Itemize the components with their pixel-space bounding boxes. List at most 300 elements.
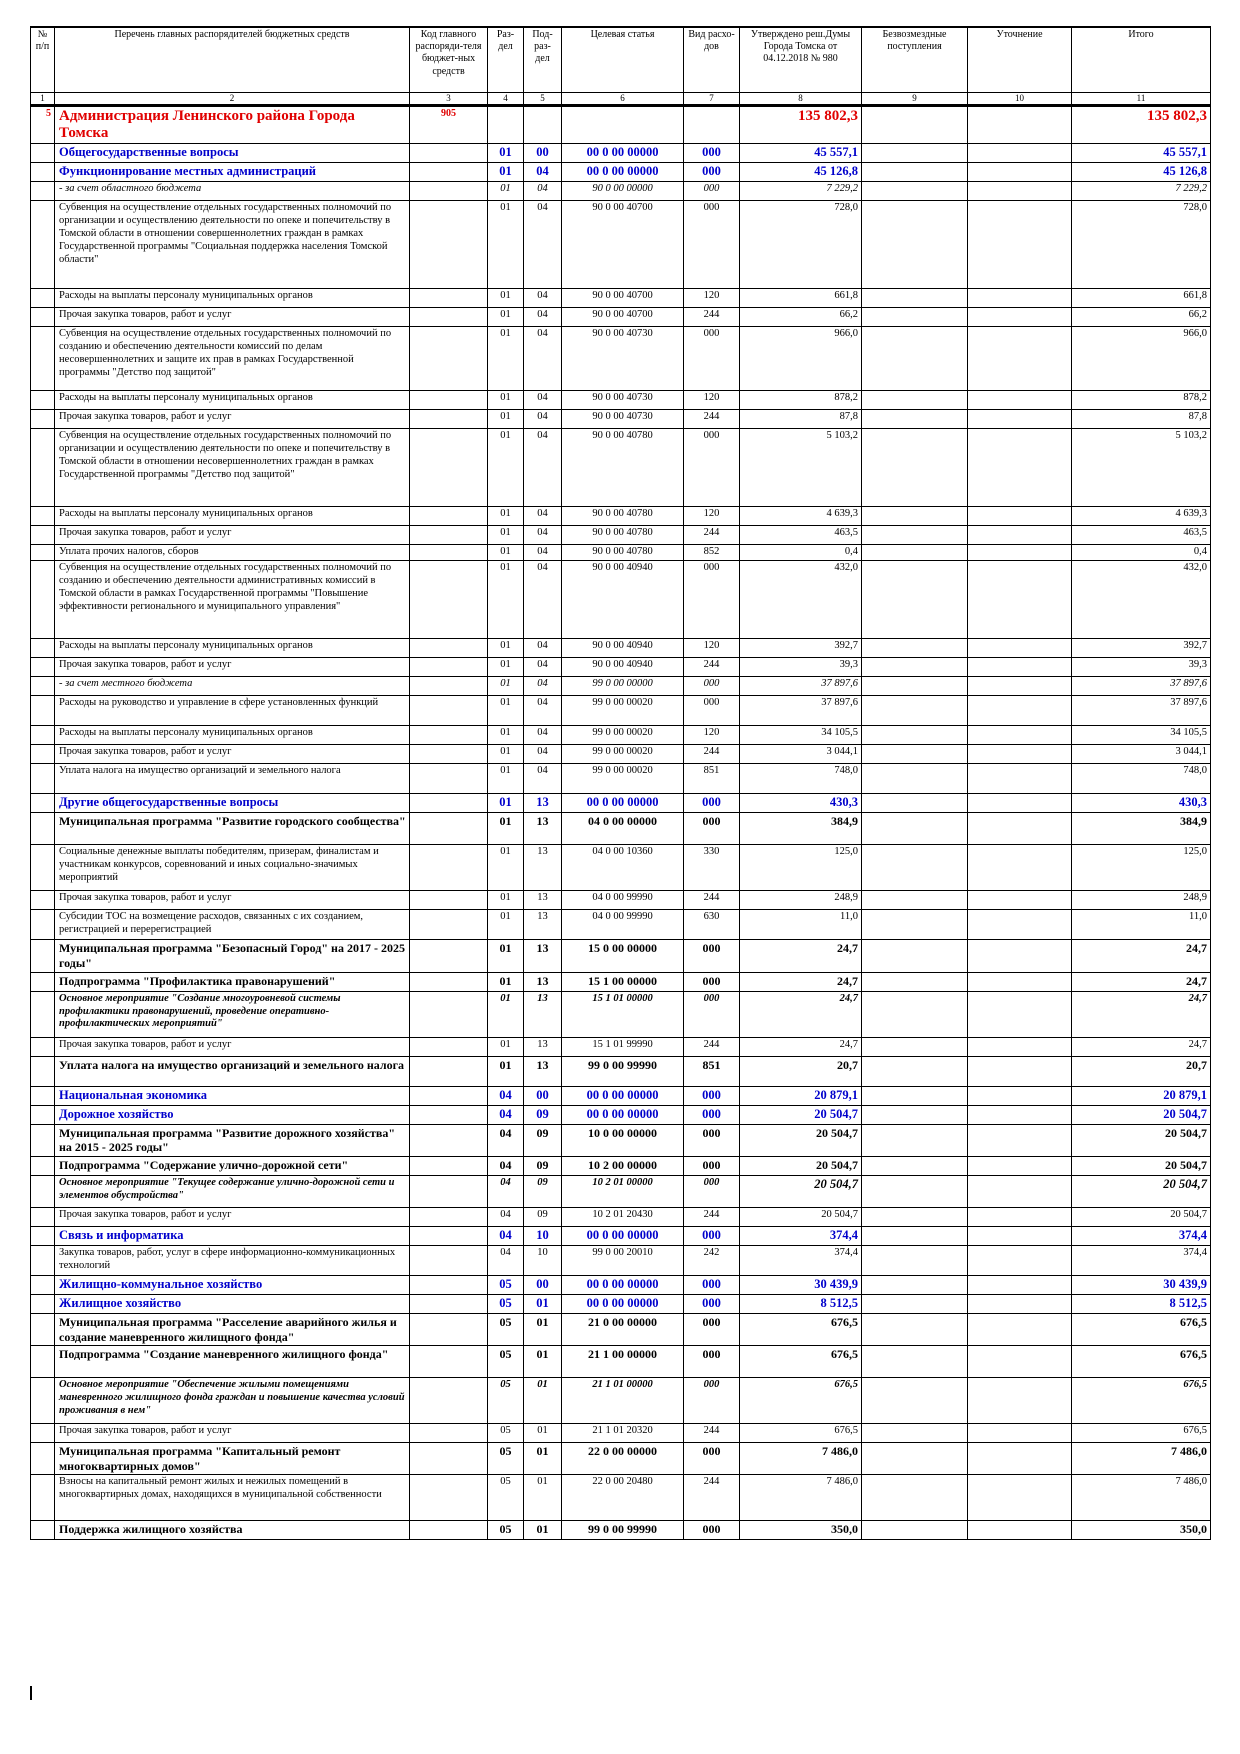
row-vid: 000 [684,1346,740,1378]
row-razdel: 01 [488,745,524,764]
row-vid: 120 [684,507,740,526]
row-gratis [862,1521,968,1540]
row-code [410,658,488,677]
row-gratis [862,308,968,327]
row-podrazdel: 13 [524,972,562,991]
row-total: 966,0 [1072,327,1211,391]
table-row [31,163,1211,182]
row-razdel: 01 [488,163,524,182]
row-podrazdel: 01 [524,1378,562,1424]
row-approved: 125,0 [740,845,862,891]
row-number [31,891,55,910]
row-clarification [968,891,1072,910]
row-number [31,391,55,410]
row-name: Администрация Ленинского района Города Томска [55,105,410,144]
row-total: 37 897,6 [1072,677,1211,696]
row-code [410,639,488,658]
row-podrazdel: 04 [524,327,562,391]
row-vid: 000 [684,429,740,507]
row-razdel: 01 [488,289,524,308]
row-total: 66,2 [1072,308,1211,327]
row-number [31,1378,55,1424]
table-row [31,658,1211,677]
row-number [31,561,55,639]
row-total: 135 802,3 [1072,105,1211,144]
row-podrazdel: 04 [524,182,562,201]
column-number: 4 [488,93,524,106]
table-row [31,639,1211,658]
table-row [31,910,1211,940]
row-name: Прочая закупка товаров, работ и услуг [55,526,410,545]
row-approved: 0,4 [740,545,862,561]
row-podrazdel: 04 [524,507,562,526]
row-total: 878,2 [1072,391,1211,410]
row-approved: 374,4 [740,1245,862,1275]
row-number [31,1124,55,1156]
row-clarification [968,327,1072,391]
row-number [31,1521,55,1540]
table-row [31,991,1211,1037]
row-razdel: 01 [488,429,524,507]
row-vid: 244 [684,1475,740,1521]
row-code [410,1275,488,1294]
row-razdel: 01 [488,658,524,677]
row-number [31,182,55,201]
header-razdel: Раз-дел [488,27,524,93]
row-vid: 244 [684,526,740,545]
row-approved: 8 512,5 [740,1294,862,1313]
row-vid: 244 [684,1207,740,1226]
table-row [31,677,1211,696]
table-row [31,144,1211,163]
row-total: 374,4 [1072,1245,1211,1275]
row-total: 7 486,0 [1072,1475,1211,1521]
row-total: 24,7 [1072,940,1211,972]
column-number: 8 [740,93,862,106]
row-name: Жилищно-коммунальное хозяйство [55,1275,410,1294]
row-total: 392,7 [1072,639,1211,658]
row-podrazdel: 13 [524,794,562,813]
row-razdel: 01 [488,991,524,1037]
row-name: - за счет местного бюджета [55,677,410,696]
row-podrazdel: 01 [524,1424,562,1443]
row-vid: 000 [684,1175,740,1207]
row-approved: 24,7 [740,1037,862,1056]
row-podrazdel: 13 [524,845,562,891]
row-code [410,1086,488,1105]
row-total: 45 557,1 [1072,144,1211,163]
row-gratis [862,1056,968,1086]
row-code [410,1313,488,1345]
row-number [31,1056,55,1086]
row-code: 905 [410,105,488,144]
row-number: 5 [31,105,55,144]
row-name: Муниципальная программа "Развитие дорожного хозяйства" на 2015 - 2025 годы" [55,1124,410,1156]
row-gratis [862,1086,968,1105]
row-code [410,1037,488,1056]
row-total: 7 229,2 [1072,182,1211,201]
row-gratis [862,972,968,991]
row-total: 20 879,1 [1072,1086,1211,1105]
row-gratis [862,696,968,726]
row-article: 99 0 00 99990 [562,1521,684,1540]
table-row [31,1207,1211,1226]
row-vid: 000 [684,1313,740,1345]
row-gratis [862,105,968,144]
row-total: 0,4 [1072,545,1211,561]
row-approved: 966,0 [740,327,862,391]
row-article: 21 1 00 00000 [562,1346,684,1378]
row-gratis [862,1475,968,1521]
row-vid: 851 [684,1056,740,1086]
row-podrazdel: 00 [524,144,562,163]
table-row [31,1346,1211,1378]
row-razdel: 01 [488,201,524,289]
row-clarification [968,1294,1072,1313]
table-row [31,696,1211,726]
row-article: 00 0 00 00000 [562,163,684,182]
row-podrazdel: 13 [524,1056,562,1086]
row-total: 748,0 [1072,764,1211,794]
table-row [31,1056,1211,1086]
row-article: 04 0 00 99990 [562,910,684,940]
row-name: Прочая закупка товаров, работ и услуг [55,1207,410,1226]
row-vid: 000 [684,794,740,813]
table-body [31,105,1211,1540]
row-clarification [968,1346,1072,1378]
row-approved: 20 504,7 [740,1124,862,1156]
row-gratis [862,526,968,545]
table-row [31,1156,1211,1175]
row-gratis [862,1226,968,1245]
row-vid: 244 [684,410,740,429]
row-podrazdel: 04 [524,696,562,726]
row-name: Другие общегосударственные вопросы [55,794,410,813]
row-razdel: 01 [488,308,524,327]
row-clarification [968,745,1072,764]
row-podrazdel: 04 [524,658,562,677]
row-clarification [968,813,1072,845]
row-clarification [968,696,1072,726]
row-vid: 120 [684,289,740,308]
row-number [31,677,55,696]
row-clarification [968,658,1072,677]
row-razdel: 01 [488,891,524,910]
row-name: Связь и информатика [55,1226,410,1245]
row-razdel: 01 [488,639,524,658]
row-name: Уплата прочих налогов, сборов [55,545,410,561]
header-vid: Вид расхо-дов [684,27,740,93]
row-gratis [862,1207,968,1226]
row-vid: 000 [684,1378,740,1424]
column-number-row [31,93,1211,106]
row-razdel: 01 [488,696,524,726]
column-number: 9 [862,93,968,106]
row-article: 00 0 00 00000 [562,1226,684,1245]
row-article [562,105,684,144]
column-number: 1 [31,93,55,106]
row-razdel: 01 [488,1056,524,1086]
table-row [31,1175,1211,1207]
row-total: 20 504,7 [1072,1175,1211,1207]
row-article: 04 0 00 99990 [562,891,684,910]
row-total: 24,7 [1072,991,1211,1037]
row-gratis [862,891,968,910]
table-row [31,1294,1211,1313]
row-total: 24,7 [1072,1037,1211,1056]
row-clarification [968,410,1072,429]
header-podrazdel: Под-раз-дел [524,27,562,93]
row-gratis [862,327,968,391]
row-vid: 000 [684,327,740,391]
row-number [31,794,55,813]
row-article: 90 0 00 40780 [562,526,684,545]
row-number [31,163,55,182]
row-razdel: 01 [488,794,524,813]
table-row [31,891,1211,910]
row-article: 90 0 00 40730 [562,410,684,429]
row-article: 99 0 00 00020 [562,764,684,794]
row-code [410,891,488,910]
table-row [31,1475,1211,1521]
row-code [410,561,488,639]
row-approved: 45 126,8 [740,163,862,182]
row-article: 00 0 00 00000 [562,1086,684,1105]
row-clarification [968,1105,1072,1124]
row-code [410,972,488,991]
row-article: 90 0 00 40730 [562,391,684,410]
row-vid: 242 [684,1245,740,1275]
row-podrazdel: 04 [524,639,562,658]
row-vid: 852 [684,545,740,561]
row-approved: 676,5 [740,1424,862,1443]
header-name: Перечень главных распорядителей бюджетных средств [55,27,410,93]
row-gratis [862,991,968,1037]
row-gratis [862,1378,968,1424]
table-row [31,745,1211,764]
row-vid: 244 [684,745,740,764]
row-approved: 748,0 [740,764,862,794]
row-number [31,639,55,658]
row-gratis [862,1156,968,1175]
row-article: 90 0 00 40940 [562,658,684,677]
row-code [410,726,488,745]
row-podrazdel: 13 [524,940,562,972]
row-gratis [862,745,968,764]
row-article: 99 0 00 00020 [562,745,684,764]
row-clarification [968,1175,1072,1207]
row-code [410,289,488,308]
row-razdel: 01 [488,526,524,545]
row-article: 90 0 00 40700 [562,201,684,289]
row-razdel: 04 [488,1245,524,1275]
row-approved: 66,2 [740,308,862,327]
row-total: 30 439,9 [1072,1275,1211,1294]
column-number: 10 [968,93,1072,106]
row-code [410,144,488,163]
row-approved: 135 802,3 [740,105,862,144]
row-gratis [862,201,968,289]
row-total: 676,5 [1072,1313,1211,1345]
row-approved: 392,7 [740,639,862,658]
row-code [410,696,488,726]
row-article: 10 2 01 00000 [562,1175,684,1207]
table-row [31,201,1211,289]
row-number [31,1156,55,1175]
row-number [31,1086,55,1105]
row-razdel: 05 [488,1346,524,1378]
table-row [31,561,1211,639]
row-vid: 000 [684,1294,740,1313]
row-clarification [968,391,1072,410]
table-row [31,1521,1211,1540]
row-article: 22 0 00 00000 [562,1443,684,1475]
row-clarification [968,561,1072,639]
row-approved: 20 504,7 [740,1105,862,1124]
row-article: 21 1 01 20320 [562,1424,684,1443]
row-clarification [968,105,1072,144]
row-article: 99 0 00 99990 [562,1056,684,1086]
row-approved: 30 439,9 [740,1275,862,1294]
row-article: 10 0 00 00000 [562,1124,684,1156]
row-razdel: 01 [488,545,524,561]
row-code [410,182,488,201]
row-number [31,1245,55,1275]
row-razdel: 01 [488,910,524,940]
row-number [31,972,55,991]
row-gratis [862,813,968,845]
row-approved: 676,5 [740,1313,862,1345]
row-razdel: 04 [488,1175,524,1207]
row-number [31,308,55,327]
table-row [31,813,1211,845]
row-approved: 4 639,3 [740,507,862,526]
row-razdel: 05 [488,1313,524,1345]
row-name: Основное мероприятие "Создание многоуровневой системы профилактики правонарушений, проведение оперативно-профилактических мероприятий" [55,991,410,1037]
row-gratis [862,1443,968,1475]
row-clarification [968,677,1072,696]
row-approved: 5 103,2 [740,429,862,507]
table-row [31,507,1211,526]
table-row [31,391,1211,410]
row-gratis [862,1245,968,1275]
row-name: Общегосударственные вопросы [55,144,410,163]
row-article: 90 0 00 00000 [562,182,684,201]
row-total: 24,7 [1072,972,1211,991]
row-approved: 878,2 [740,391,862,410]
row-clarification [968,1226,1072,1245]
row-name: Муниципальная программа "Расселение аварийного жилья и создание маневренного жилищного фонда" [55,1313,410,1345]
row-podrazdel: 13 [524,910,562,940]
row-article: 10 2 01 20430 [562,1207,684,1226]
row-clarification [968,144,1072,163]
row-article: 10 2 00 00000 [562,1156,684,1175]
table-row [31,940,1211,972]
row-podrazdel: 04 [524,308,562,327]
row-name: Расходы на руководство и управление в сфере установленных функций [55,696,410,726]
row-name: Взносы на капитальный ремонт жилых и нежилых помещений в многоквартирных домах, находящихся в муниципальной собственности [55,1475,410,1521]
row-clarification [968,545,1072,561]
row-approved: 20,7 [740,1056,862,1086]
row-approved: 3 044,1 [740,745,862,764]
row-razdel: 01 [488,764,524,794]
row-razdel: 01 [488,561,524,639]
row-article: 90 0 00 40780 [562,429,684,507]
row-name: Основное мероприятие "Текущее содержание улично-дорожной сети и элементов обустройства" [55,1175,410,1207]
row-razdel: 01 [488,677,524,696]
table-row [31,1378,1211,1424]
row-article: 00 0 00 00000 [562,1294,684,1313]
row-code [410,991,488,1037]
row-article: 90 0 00 40780 [562,507,684,526]
column-number: 2 [55,93,410,106]
column-number: 11 [1072,93,1211,106]
header-row [31,27,1211,93]
row-vid: 000 [684,1275,740,1294]
row-vid: 000 [684,144,740,163]
row-code [410,1245,488,1275]
row-vid: 244 [684,1037,740,1056]
row-total: 45 126,8 [1072,163,1211,182]
table-row [31,1424,1211,1443]
row-article: 21 1 01 00000 [562,1378,684,1424]
header-code: Код главного распоряди-теля бюджет-ных средств [410,27,488,93]
table-row [31,1105,1211,1124]
row-gratis [862,1346,968,1378]
row-clarification [968,726,1072,745]
row-podrazdel: 10 [524,1226,562,1245]
row-clarification [968,1245,1072,1275]
row-total: 125,0 [1072,845,1211,891]
row-number [31,991,55,1037]
table-row [31,845,1211,891]
row-approved: 661,8 [740,289,862,308]
row-podrazdel: 00 [524,1275,562,1294]
row-podrazdel: 09 [524,1105,562,1124]
row-approved: 20 504,7 [740,1175,862,1207]
row-podrazdel: 01 [524,1521,562,1540]
row-total: 20,7 [1072,1056,1211,1086]
row-code [410,507,488,526]
row-total: 4 639,3 [1072,507,1211,526]
row-total: 661,8 [1072,289,1211,308]
row-number [31,1175,55,1207]
table-row [31,1037,1211,1056]
row-article: 04 0 00 10360 [562,845,684,891]
table-row [31,545,1211,561]
row-podrazdel: 04 [524,561,562,639]
budget-table [30,26,1211,1540]
table-row [31,764,1211,794]
row-total: 11,0 [1072,910,1211,940]
table-row [31,327,1211,391]
header-total: Итого [1072,27,1211,93]
row-gratis [862,144,968,163]
row-clarification [968,794,1072,813]
row-gratis [862,910,968,940]
row-code [410,1105,488,1124]
row-name: Социальные денежные выплаты победителям, призерам, финалистам и участникам конкурсов, соревнований и иных социально-значимых мероприятий [55,845,410,891]
row-number [31,910,55,940]
row-name: Жилищное хозяйство [55,1294,410,1313]
row-podrazdel: 04 [524,677,562,696]
row-article: 15 1 01 00000 [562,991,684,1037]
row-number [31,658,55,677]
row-razdel: 04 [488,1086,524,1105]
row-code [410,940,488,972]
row-clarification [968,639,1072,658]
row-vid: 000 [684,940,740,972]
